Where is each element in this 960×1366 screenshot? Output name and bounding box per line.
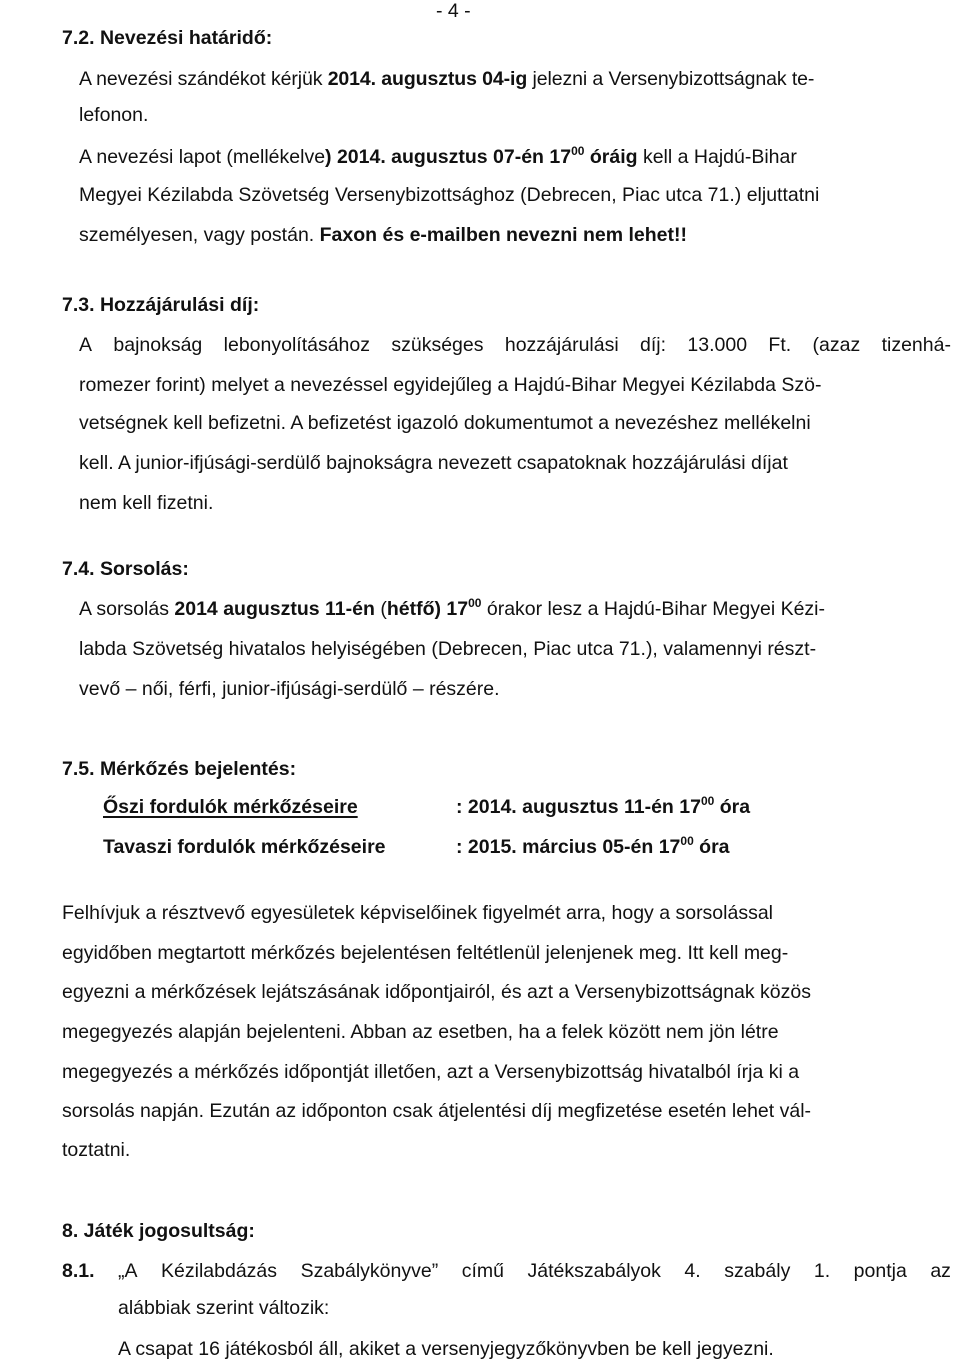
section-8-heading: 8. Játék jogosultság: (62, 1220, 255, 1242)
notice-line-1: Felhívjuk a résztvevő egyesületek képviselőinek figyelmét arra, hogy a sorsolással (62, 902, 774, 924)
word: lebonyolításához (223, 334, 370, 356)
schedule-row-autumn-label: Őszi fordulók mérkőzéseire (103, 796, 358, 818)
notice-line-2: egyidőben megtartott mérkőzés bejelentésen feltétlenül jelenjenek meg. Itt kell meg- (62, 942, 789, 964)
section-7-2-line-5: személyesen, vagy postán. Faxon és e-mailben nevezni nem lehet!! (79, 224, 687, 246)
word: Ft. (768, 334, 792, 356)
schedule-row-spring-label: Tavaszi fordulók mérkőzéseire (103, 836, 386, 858)
word: bajnokság (113, 334, 203, 356)
section-7-3-line-1 (79, 336, 951, 356)
word: szükséges (391, 334, 484, 356)
section-7-5-heading: 7.5. Mérkőzés bejelentés: (62, 758, 297, 780)
word: A (79, 334, 93, 356)
section-7-4-line-3: vevő – női, férfi, junior-ifjúsági-serdülő – részére. (79, 678, 500, 700)
schedule-row-autumn-value: : 2014. augusztus 11-én $17^{00}$ óra (456, 794, 751, 818)
word: hozzájárulási (504, 334, 619, 356)
section-7-3-line-4: kell. A junior-ifjúsági-serdülő bajnokságra nevezett csapatoknak hozzájárulási díjat (79, 452, 788, 474)
section-7-2-line-3: A nevezési lapot (mellékelve) 2014. augusztus 07-én $17^{00}$ óráig kell a Hajdú-Bihar (79, 144, 797, 168)
section-7-2-heading: 7.2. Nevezési határidő: (62, 27, 273, 49)
word: díj: (640, 334, 667, 356)
word: pontja (853, 1260, 907, 1282)
time-superscript: 00 (700, 794, 715, 808)
section-7-2-line-4: Megyei Kézilabda Szövetség Versenybizottsághoz (Debrecen, Piac utca 71.) eljuttatni (79, 184, 820, 206)
section-8-1-line-2: alábbiak szerint változik: (118, 1297, 330, 1319)
notice-line-5: megegyezés a mérkőzés időpontját illetően, azt a Versenybizottság hivatalból írja ki a (62, 1061, 800, 1083)
section-7-3-line-5: nem kell fizetni. (79, 492, 214, 514)
word: Kézilabdázás (161, 1260, 278, 1282)
word: tizenhá- (881, 334, 951, 356)
section-8-1-number: 8.1. (62, 1260, 95, 1282)
section-7-3-line-3: vetségnek kell befizetni. A befizetést igazoló dokumentumot a nevezéshez mellékelni (79, 412, 811, 434)
time-superscript: 00 (468, 596, 482, 610)
section-8-1-line-1 (118, 1262, 951, 1282)
word: 4. (684, 1260, 701, 1282)
notice-line-3: egyezni a mérkőzések lejátszásának időpontjairól, és azt a Versenybizottságnak közös (62, 981, 811, 1003)
notice-line-4: megegyezés alapján bejelenteni. Abban az esetben, ha a felek között nem jön létre (62, 1021, 779, 1043)
notice-line-7: toztatni. (62, 1139, 131, 1161)
word: Játékszabályok (527, 1260, 661, 1282)
section-8-1-line-3: A csapat 16 játékosból áll, akiket a versenyjegyzőkönyvben be kell jegyezni. (118, 1338, 774, 1360)
section-7-3-heading: 7.3. Hozzájárulási díj: (62, 294, 260, 316)
section-7-4-line-2: labda Szövetség hivatalos helyiségében (Debrecen, Piac utca 71.), valamennyi részt- (79, 638, 817, 660)
section-7-3-line-2: romezer forint) melyet a nevezéssel egyidejűleg a Hajdú-Bihar Megyei Kézilabda Szö- (79, 374, 822, 396)
page-number: - 4 - (436, 0, 471, 22)
time-superscript: 00 (571, 144, 585, 158)
word: (azaz (812, 334, 861, 356)
word: 1. (813, 1260, 831, 1282)
word: „A (118, 1260, 138, 1282)
section-7-2-line-2: lefonon. (79, 104, 149, 126)
section-7-4-line-1: A sorsolás 2014 augusztus 11-én (hétfő) $17^{00}$ órakor lesz a Hajdú-Bihar Megyei Kézi- (79, 596, 826, 620)
word: Szabálykönyve” (300, 1260, 439, 1282)
section-7-4-heading: 7.4. Sorsolás: (62, 558, 189, 580)
section-7-2-line-1: A nevezési szándékot kérjük 2014. augusztus 04-ig jelezni a Versenybizottságnak te- (79, 68, 815, 90)
word: című (461, 1260, 505, 1282)
notice-line-6: sorsolás napján. Ezután az időponton csak átjelentési díj megfizetése esetén lehet vál- (62, 1100, 812, 1122)
time-superscript: 00 (680, 834, 694, 848)
word: szabály (724, 1260, 791, 1282)
word: 13.000 (687, 334, 748, 356)
word: az (930, 1260, 951, 1282)
schedule-row-spring-value: : 2015. március 05-én $17^{00}$ óra (456, 834, 730, 858)
